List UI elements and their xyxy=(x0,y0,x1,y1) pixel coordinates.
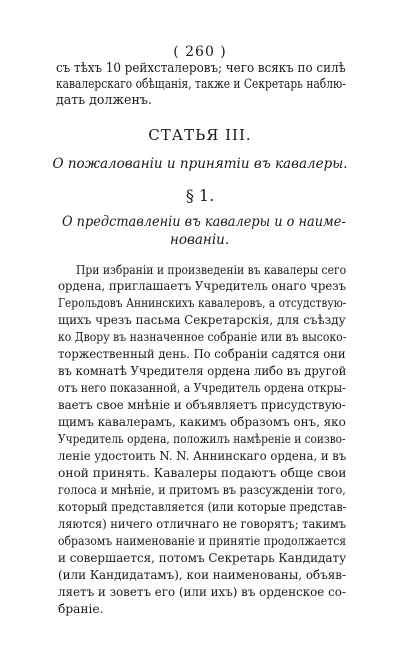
text-line: отъ него показанной, а Учредитель ордена откры- xyxy=(58,381,346,395)
text-line: оной принять. Кавалеры подаютъ обще свои xyxy=(58,466,347,480)
text-line: (или Кандидатамъ), кои наименованы, объяв- xyxy=(58,568,347,582)
text-line: щихъ чрезъ пасьма Секретарскія, для съѣзду xyxy=(58,313,346,327)
text-line: дать долженъ. xyxy=(56,92,152,107)
text-line: торжественный день. По собраніи садятся они xyxy=(58,347,346,361)
text-line: Герольдовъ Аннинскихъ кавалеровъ, а отсудствую- xyxy=(58,296,347,310)
text-line: съ тѣхъ 10 рейхсталеровъ; чего всякъ по силѣ xyxy=(56,60,346,75)
text-line: въ комнатѣ Учредителя ордена либо въ другой xyxy=(58,364,347,378)
text-line: ко Двору въ назначенное собраніе или въ высоко- xyxy=(58,330,347,344)
text-line: голоса и мнѣніе, и притомъ въ разсужденіи того, xyxy=(58,483,346,497)
article-subheading: О пожалованіи и принятіи въ кавалеры. xyxy=(52,156,348,172)
text-line: При избраніи и произведеніи въ кавалеры сего xyxy=(76,263,347,277)
text-line: браніе. xyxy=(58,602,104,616)
text-line: который представляется (или которые представ- xyxy=(58,500,347,514)
text-line: ваетъ свое мнѣніе и объявляетъ присудствую- xyxy=(58,398,346,412)
text-line: кавалерскаго обѣщанія, также и Секретарь наблю- xyxy=(56,76,346,91)
text-line: образомъ наименованіе и принятіе продолжается xyxy=(58,534,347,548)
text-line: ляетъ и зоветъ его (или ихъ) въ орденское со- xyxy=(58,585,346,599)
section-title-line: О представленіи въ кавалеры и о наиме- xyxy=(62,214,346,230)
text-line: ляются) ничего отличнаго не говорятъ; такимъ xyxy=(58,517,347,531)
page-number: ( 260 ) xyxy=(173,44,227,60)
article-heading: СТАТЬЯ III. xyxy=(148,126,252,144)
section-title-line: нованіи. xyxy=(170,232,230,248)
text-line: щимъ кавалерамъ, какимъ образомъ онъ, яко xyxy=(58,415,346,429)
text-line: Учредитель ордена, положилъ намѣреніе и соизво- xyxy=(58,432,346,446)
text-line: леніе удостоить N. N. Аннинскаго ордена, и въ xyxy=(58,449,347,463)
text-line: ордена, приглашаетъ Учредитель онаго чрезъ xyxy=(58,279,347,293)
text-line: и совершается, потомъ Секретарь Кандидату xyxy=(58,551,347,565)
section-sign: § 1. xyxy=(185,186,215,205)
